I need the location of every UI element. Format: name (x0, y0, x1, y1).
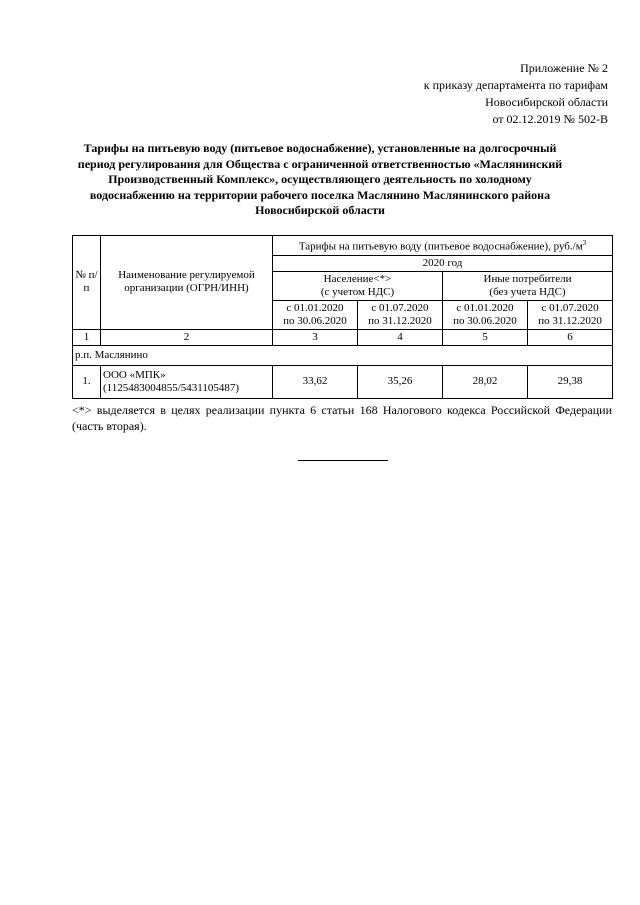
period-end-1: по 30.06.2020 (283, 314, 347, 327)
header-population-cell (273, 271, 443, 300)
period-cell-3 (443, 300, 528, 329)
period-cell-1 (273, 300, 358, 329)
header-tariffs: Тарифы на питьевую воду (питьевое водоснабжение), руб./м (298, 240, 583, 253)
header-num: № п/п (75, 269, 98, 295)
column-index-2: 2 (101, 329, 273, 345)
section-row (73, 345, 613, 365)
column-index-3: 3 (273, 329, 358, 345)
row-value-3: 28,02 (443, 365, 528, 398)
period-start-3: с 01.01.2020 (456, 301, 514, 314)
appendix-line-number: Приложение № 2 (520, 61, 608, 75)
row-number: 1. (73, 365, 101, 398)
header-other-consumers: Иные потребители (483, 272, 572, 285)
period-end-2: по 31.12.2020 (368, 314, 432, 327)
column-index-row (73, 329, 613, 345)
period-start-2: с 01.07.2020 (371, 301, 429, 314)
row-value-4: 29,38 (528, 365, 613, 398)
header-other-cell (443, 271, 613, 300)
period-cell-2 (358, 300, 443, 329)
column-index-6: 6 (528, 329, 613, 345)
header-tariffs-cell (273, 236, 613, 256)
table-row (73, 365, 613, 398)
appendix-line-date: от 02.12.2019 № 502-В (492, 112, 608, 126)
appendix-line-region: Новосибирской области (485, 95, 608, 109)
period-end-3: по 30.06.2020 (453, 314, 517, 327)
row-org-cell (101, 365, 273, 398)
header-tariffs-sup: 3 (582, 239, 587, 247)
header-org-cell (101, 236, 273, 330)
header-population: Население<*> (323, 272, 392, 285)
appendix-line-order: к приказу департамента по тарифам (423, 78, 608, 92)
column-index-1: 1 (73, 329, 101, 345)
footnote: <*> выделяется в целях реализации пункта 6 статьи 168 Налогового кодекса Российской Федерации (часть вторая). (72, 403, 612, 433)
column-index-5: 5 (443, 329, 528, 345)
header-year: 2020 год (422, 256, 463, 269)
row-org-name: ООО «МПК» (103, 368, 166, 381)
document-title: Тарифы на питьевую воду (питьевое водоснабжение), установленные на долгосрочный период регулирования для Общества с ограниченной ответственностью «Маслянинский Производственный Комплекс», осуществляющего деятельность по холодному водоснабжению на территории рабочего поселка Маслянино Маслянинского района Новосибирской области (77, 141, 563, 217)
row-value-2: 35,26 (358, 365, 443, 398)
period-start-1: с 01.01.2020 (286, 301, 344, 314)
header-population-vat: (с учетом НДС) (320, 285, 395, 298)
header-org: Наименование регулируемой организации (ОГРН/ИНН) (118, 269, 255, 295)
period-cell-4 (528, 300, 613, 329)
closing-divider (298, 460, 388, 461)
row-value-1: 33,62 (273, 365, 358, 398)
appendix-header (424, 60, 608, 128)
row-org-ids: (1125483004855/5431105487) (103, 381, 240, 394)
column-index-4: 4 (358, 329, 443, 345)
header-year-cell (273, 255, 613, 271)
header-row-1 (73, 236, 613, 256)
period-end-4: по 31.12.2020 (538, 314, 602, 327)
header-num-cell (73, 236, 101, 330)
section-label: р.п. Маслянино (73, 345, 613, 365)
tariff-table (72, 235, 613, 399)
period-start-4: с 01.07.2020 (541, 301, 599, 314)
header-other-vat: (без учета НДС) (489, 285, 566, 298)
